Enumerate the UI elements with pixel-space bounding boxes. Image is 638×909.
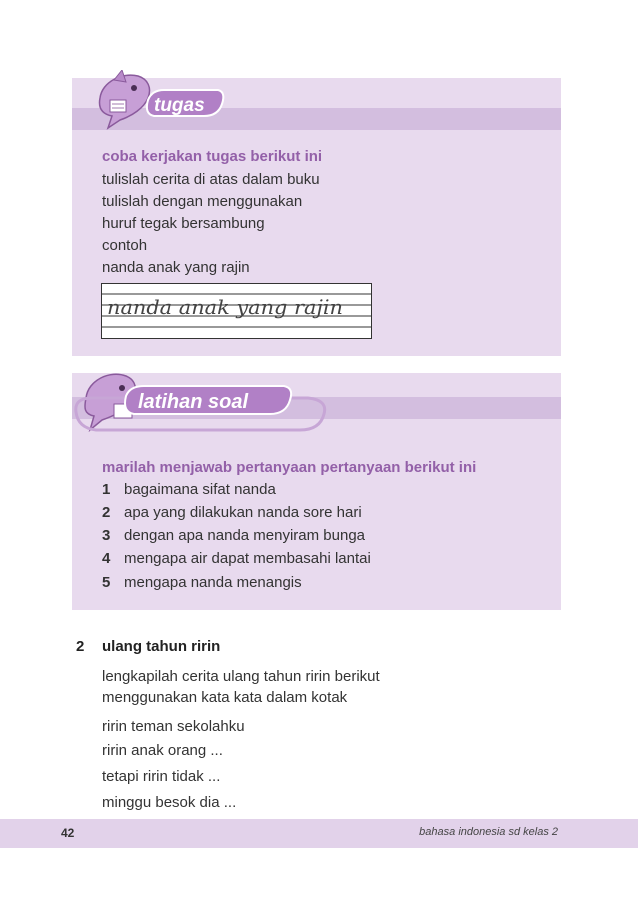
section-2-instruction-2: menggunakan kata kata dalam kotak [102, 689, 348, 706]
tugas-line-3: huruf tegak bersambung [102, 215, 265, 232]
question-2 [102, 504, 362, 521]
section-2-instruction-1: lengkapilah cerita ulang tahun ririn berikut [102, 668, 380, 685]
question-text: apa yang dilakukan nanda sore hari [124, 504, 362, 521]
story-line-4: minggu besok dia ... [102, 794, 237, 811]
story-line-3: tetapi ririn tidak ... [102, 768, 221, 785]
tugas-title: tugas [154, 95, 205, 116]
latihan-title: latihan soal [138, 391, 249, 413]
page-number: 42 [61, 826, 75, 840]
tugas-heading: coba kerjakan tugas berikut ini [102, 148, 323, 165]
section-2-title: ulang tahun ririn [102, 638, 221, 655]
question-number: 3 [102, 527, 111, 544]
tugas-line-5: nanda anak yang rajin [102, 259, 250, 276]
question-number: 5 [102, 574, 111, 591]
story-line-1: ririn teman sekolahku [102, 718, 245, 735]
handwriting-lines [101, 283, 372, 339]
question-text: mengapa nanda menangis [124, 574, 302, 591]
tugas-line-2: tulislah dengan menggunakan [102, 193, 303, 210]
question-number: 4 [102, 550, 111, 567]
dolphin-mascot-icon [92, 70, 232, 132]
dolphin-mascot-latihan-icon [72, 368, 332, 438]
latihan-heading: marilah menjawab pertanyaan pertanyaan berikut ini [102, 459, 477, 476]
question-number: 1 [102, 481, 111, 498]
question-5 [102, 574, 302, 591]
tugas-line-1: tulislah cerita di atas dalam buku [102, 171, 320, 188]
question-3 [102, 527, 365, 544]
section-2-number: 2 [76, 638, 85, 655]
cursive-example: nanda anak yang rajin [107, 295, 343, 319]
question-number: 2 [102, 504, 111, 521]
question-text: bagaimana sifat nanda [124, 481, 276, 498]
story-line-2: ririn anak orang ... [102, 742, 223, 759]
tugas-line-4: contoh [102, 237, 148, 254]
question-text: mengapa air dapat membasahi lantai [124, 550, 371, 567]
question-1 [102, 481, 276, 498]
question-4 [102, 550, 371, 567]
question-text: dengan apa nanda menyiram bunga [124, 527, 366, 544]
book-title: bahasa indonesia sd kelas 2 [419, 826, 558, 838]
